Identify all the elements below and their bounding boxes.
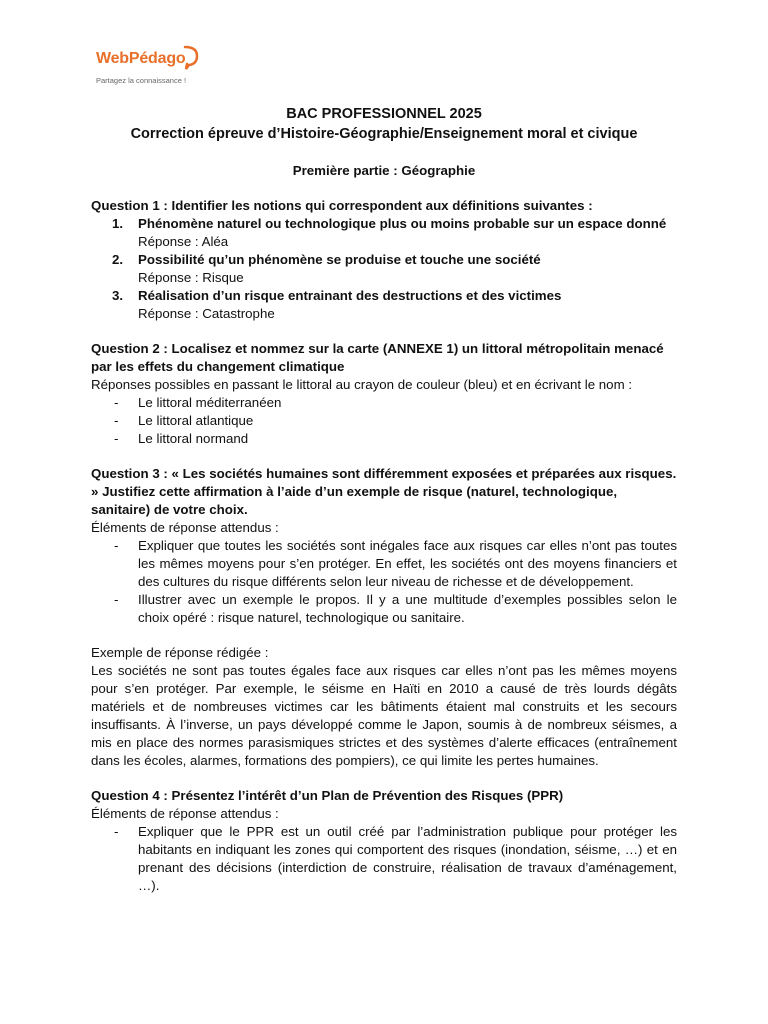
item-number: 1. bbox=[112, 216, 124, 231]
document-body bbox=[91, 104, 677, 895]
item-number: 3. bbox=[112, 288, 124, 303]
question-2-list bbox=[91, 394, 677, 448]
question-3-intro: Éléments de réponse attendus : bbox=[91, 520, 279, 535]
logo-tagline: Partagez la connaissance ! bbox=[96, 76, 187, 85]
question-4-title: Question 4 : Présentez l’intérêt d’un Plan de Prévention des Risques (PPR) bbox=[91, 788, 564, 803]
part-heading: Première partie : Géographie bbox=[292, 163, 476, 178]
document-title: BAC PROFESSIONNEL 2025 bbox=[286, 106, 482, 122]
list-item bbox=[112, 287, 677, 323]
list-item: - Illustrer avec un exemple le propos. Il y a une multitude d’exemples possibles selon le choix opéré : risque naturel, technologique ou sanitaire. bbox=[138, 591, 677, 627]
question-3-example bbox=[91, 644, 677, 770]
logo-name: WebPédago bbox=[96, 50, 186, 67]
item-definition: Réalisation d’un risque entrainant des destructions et des victimes bbox=[138, 288, 562, 303]
question-2-title: Question 2 : Localisez et nommez sur la carte (ANNEXE 1) un littoral métropolitain menacé par les effets du changement climatique bbox=[91, 341, 664, 374]
question-4-intro: Éléments de réponse attendus : bbox=[91, 806, 279, 821]
item-answer: Réponse : Risque bbox=[138, 270, 244, 285]
question-2-intro: Réponses possibles en passant le littoral au crayon de couleur (bleu) et en écrivant le nom : bbox=[91, 377, 633, 392]
list-item bbox=[112, 215, 677, 251]
question-3 bbox=[91, 465, 677, 627]
question-4-list bbox=[91, 823, 677, 895]
question-3-list bbox=[91, 537, 677, 627]
question-1-title: Question 1 : Identifier les notions qui correspondent aux définitions suivantes : bbox=[91, 198, 593, 213]
item-number: 2. bbox=[112, 252, 124, 267]
item-definition: Possibilité qu’un phénomène se produise et touche une société bbox=[138, 252, 541, 267]
list-item: - Expliquer que le PPR est un outil créé par l’administration publique pour protéger les habitants en indiquant les zones qui comportent des risques (inondation, séisme, …) et en prenant des décisions (interdiction de construire, réalisation de travaux d’aménagement, …). bbox=[138, 823, 677, 895]
question-1 bbox=[91, 197, 677, 323]
speech-bubble-icon bbox=[181, 44, 199, 70]
list-item: - Expliquer que toutes les sociétés sont inégales face aux risques car elles n’ont pas toutes les mêmes moyens pour s’en protéger. En effet, les sociétés ont des moyens financiers et des cultures du risque différents selon leur niveau de richesse et de développement. bbox=[138, 537, 677, 591]
webpedago-logo bbox=[93, 44, 203, 84]
question-3-title: Question 3 : « Les sociétés humaines sont différemment exposées et préparées aux risques. » Justifiez cette affirmation à l’aide d’un exemple de risque (naturel, technologique, sanitaire) de votre choix. bbox=[91, 466, 677, 517]
example-label: Exemple de réponse rédigée : bbox=[91, 645, 269, 660]
document-subtitle: Correction épreuve d’Histoire-Géographie/Enseignement moral et civique bbox=[130, 126, 638, 142]
question-4 bbox=[91, 787, 677, 895]
list-item: - Le littoral atlantique bbox=[138, 412, 677, 430]
list-item bbox=[112, 251, 677, 287]
list-item: - Le littoral normand bbox=[138, 430, 677, 448]
item-answer: Réponse : Aléa bbox=[138, 234, 229, 249]
example-text: Les sociétés ne sont pas toutes égales face aux risques car elles n’ont pas les mêmes moyens pour s’en protéger. Par exemple, le séisme en Haïti en 2010 a causé de très lourds dégâts matériels et de nombreuses victimes car les bâtiments étaient mal construits et les secours insuffisants. À l’inverse, un pays développé comme le Japon, soumis à de nombreux séismes, a mis en place des normes parasismiques strictes et des systèmes d’alerte efficaces (entraînement dans les écoles, alarmes, formations des pompiers), ce qui limite les pertes humaines. bbox=[91, 663, 677, 768]
item-answer: Réponse : Catastrophe bbox=[138, 306, 275, 321]
question-2 bbox=[91, 340, 677, 448]
item-definition: Phénomène naturel ou technologique plus ou moins probable sur un espace donné bbox=[138, 216, 667, 231]
question-1-list bbox=[91, 215, 677, 323]
list-item: - Le littoral méditerranéen bbox=[138, 394, 677, 412]
